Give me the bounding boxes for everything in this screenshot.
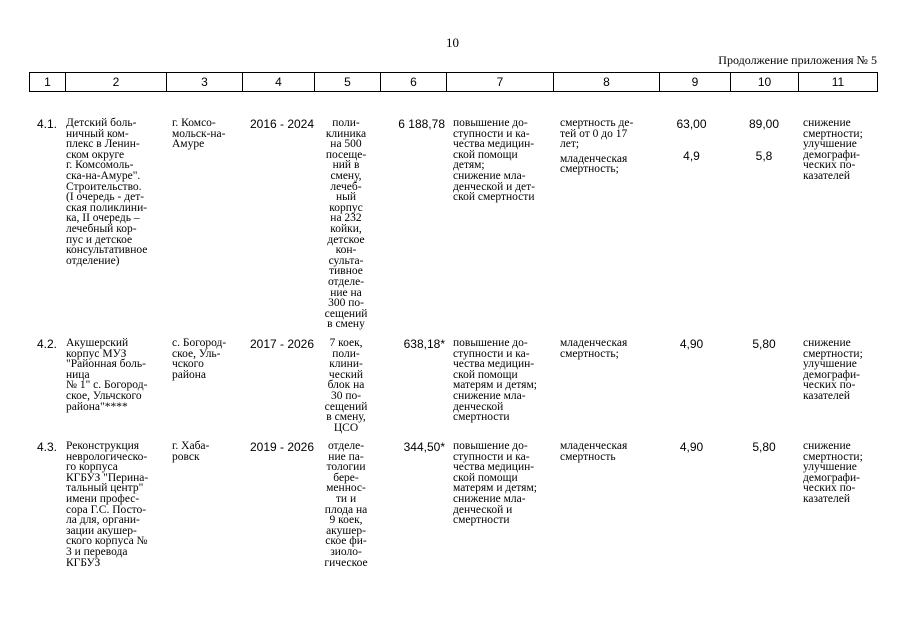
capacity-line: корпус [329,201,363,214]
column-header: 5 [315,73,381,92]
capacity-line: клиника [325,127,367,140]
object-name-line: 3 и перевода [66,545,128,558]
location-line: мольск-на- [172,127,226,140]
capacity-line: в смену, [326,411,366,424]
goal-line: повышение до- [453,117,528,129]
object-name-line: сора Г.С. Посто- [66,503,147,516]
object-name-line: ла для, органи- [66,514,140,527]
object-name-line: ского корпуса № [66,535,148,548]
page-number: 10 [446,35,459,50]
column-header: 1 [30,73,66,92]
object-name-line: консультативное [66,244,148,257]
object-name [66,441,166,568]
target-value [735,118,793,162]
column-header: 4 [243,73,315,92]
object-name-line: лечебный кор- [66,222,137,235]
location-line: Амуре [172,138,205,151]
target-value-item: 5,8 [755,149,773,163]
capacity-line: отделе- [327,275,365,288]
capacity-line: ское фи- [325,535,367,548]
object-name-line: "Районная боль- [66,358,146,371]
capacity [315,338,377,433]
goal-line: денческой и дет- [453,180,536,193]
capacity-line: сульта- [328,254,364,267]
object-name-line: зации акушер- [66,524,137,537]
object-name-line: ска-на-Амуре". [66,169,141,182]
indicators [560,441,645,462]
location [172,338,244,380]
capacity-line: ний в [332,159,360,172]
column-header: 8 [554,73,660,92]
result-line: снижение [803,337,851,349]
baseline-value-item: 4,90 [679,440,704,454]
goal-line: ступности и ка- [453,347,530,360]
capacity-line: ние па- [328,450,364,463]
object-name-line: Детский боль- [66,117,137,129]
period: 2016 - 2024 [249,117,315,131]
location [172,118,244,150]
object-name-line: ница [66,368,90,381]
capacity-line: ный [335,191,357,204]
column-header: 11 [799,73,878,92]
capacity-line: детское [327,233,365,246]
capacity-line: тологии [326,461,366,474]
object-name-line: КГБУЗ [66,556,101,569]
indicator-line: тей от 0 до 17 [560,127,628,140]
capacity-line: лечеб- [330,180,362,193]
object-name-line: корпус МУЗ [66,347,127,360]
capacity [315,441,377,568]
capacity-line: сещений [324,400,368,413]
row-number: 4.1. [36,117,57,131]
capacity-line: поли- [332,117,360,129]
object-name-line: Реконструкция [66,440,140,452]
object-name-line: имени профес- [66,492,140,505]
baseline-value [664,118,719,162]
object-name-line: плекс в Ленин- [66,138,140,151]
indicator [560,338,645,359]
goal-line: чества медицин- [453,461,535,474]
goal-line: чества медицин- [453,138,535,151]
goal-line: детям; [453,159,485,172]
result-line: казателей [803,492,850,505]
object-name-line: района"**** [66,400,128,413]
capacity-line: зиоло- [330,545,362,558]
capacity-line: 30 по- [330,389,362,402]
object-name-line: ка, II очередь – [66,212,140,225]
period: 2017 - 2026 [249,337,315,351]
capacity-line: гическое [324,556,368,569]
goal-line: смертности [453,514,510,527]
baseline-value-item: 4,90 [679,337,704,351]
result [803,441,875,505]
target-value-item: 5,80 [752,337,776,351]
period: 2019 - 2026 [249,440,315,454]
object-name-line: № 1" с. Богород- [66,379,148,392]
goal-line: повышение до- [453,440,528,452]
goal-line: ской смертности [453,191,535,204]
goal-line: снижение мла- [453,492,526,505]
result-line: улучшение [803,358,857,371]
result-line: демографи- [803,148,860,161]
capacity-line: сещений [324,307,368,320]
goal-line: ской помощи [453,148,518,161]
capacity-line: смену, [330,169,362,182]
goal-line: денческой [453,400,504,413]
capacity [315,118,377,330]
indicator [560,441,645,462]
location-line: г. Хаба- [172,440,210,452]
location-line: ровск [172,450,200,463]
indicator-line: смертность; [560,163,619,176]
goal-line: повышение до- [453,337,528,349]
target-value-item: 89,00 [748,117,780,131]
location-line: с. Богород- [172,337,227,349]
target-value [735,441,793,453]
capacity-line: ческий [328,368,364,381]
capacity-line: тивное [329,265,363,278]
indicator-line: лет; [560,138,580,151]
result-line: улучшение [803,461,857,474]
goal-line: смертности [453,411,510,424]
result-line: демографи- [803,368,860,381]
capacity-line: посеще- [325,148,367,161]
result-line: смертности; [803,347,863,360]
column-header: 9 [660,73,731,92]
row-number: 4.2. [36,337,57,351]
indicator [560,154,645,175]
indicator-line: смертность [560,450,616,463]
column-header: 2 [66,73,167,92]
baseline-value-item: 4,9 [683,149,700,163]
column-header: 6 [381,73,447,92]
object-name-line: г. Комсомоль- [66,159,134,172]
capacity-line: 9 коек, [329,514,363,527]
object-name-line: ская поликлини- [66,201,148,214]
appendix-title: Продолжение приложения № 5 [718,53,877,67]
object-name-line: ничный ком- [66,127,129,140]
goal-line: снижение мла- [453,169,526,182]
target-value [735,338,793,350]
indicators [560,118,645,175]
object-name-line: Акушерский [66,337,129,349]
goal-line: ступности и ка- [453,127,530,140]
baseline-value-item: 63,00 [676,117,707,131]
capacity-line: бере- [333,471,359,484]
column-number-header [29,72,878,92]
result-line: казателей [803,389,850,402]
capacity-line: в смену [327,318,365,331]
capacity-line: ти и [335,492,357,505]
object-name-line: ское, Ульчского [66,389,142,402]
indicator-line: младенческая [560,152,628,165]
result-line: демографи- [803,471,860,484]
result-line: смертности; [803,450,863,463]
cost: 6 188,78 [398,117,445,131]
object-name [66,118,166,266]
capacity-line: 7 коек, [329,337,363,349]
row-number: 4.3. [36,440,57,454]
goal [453,441,553,526]
location-line: района [172,368,207,381]
goal-line: чества медицин- [453,358,535,371]
result-line: ческих по- [803,482,856,495]
result-line: улучшение [803,138,857,151]
capacity-line: отделе- [327,440,365,452]
result-line: снижение [803,440,851,452]
goal-line: ступности и ка- [453,450,530,463]
goal-line: денческой и [453,503,513,516]
goal-line: матерям и детям; [453,482,537,495]
location-line: г. Комсо- [172,117,216,129]
result-line: ческих по- [803,379,856,392]
location-line: чского [172,358,204,371]
goal-line: матерям и детям; [453,379,537,392]
result-line: ческих по- [803,159,856,172]
capacity-line: ние на [330,286,362,299]
object-name-line: КГБУЗ "Перина- [66,471,149,484]
goal [453,118,553,203]
capacity-line: кон- [335,244,357,257]
indicator-line: смертность де- [560,117,634,129]
capacity-line: на 500 [330,138,362,151]
indicator-line: младенческая [560,337,628,349]
result [803,338,875,402]
column-header: 7 [447,73,554,92]
baseline-value [664,338,719,350]
goal-line: ской помощи [453,471,518,484]
cost: 638,18* [403,337,445,351]
indicator-line: младенческая [560,440,628,452]
capacity-line: поли- [332,347,360,360]
result [803,118,875,182]
capacity-line: ЦСО [333,421,359,434]
object-name-line: неврологическо- [66,450,148,463]
goal-line: снижение мла- [453,389,526,402]
object-name-line: отделение) [66,254,120,267]
object-name-line: Строительство. [66,180,142,193]
column-header: 3 [167,73,243,92]
object-name-line: пус и детское [66,233,133,246]
object-name [66,338,166,412]
cost: 344,50* [403,440,445,454]
object-name-line: тальный центр" [66,482,144,495]
capacity-line: меннос- [326,482,366,495]
object-name-line: (I очередь - дет- [66,191,145,204]
capacity-line: на 232 [330,212,362,225]
object-name-line: го корпуса [66,461,118,474]
capacity-line: акушер- [326,524,366,537]
indicator-line: смертность; [560,347,619,360]
capacity-line: клини- [329,358,363,371]
result-line: снижение [803,117,851,129]
capacity-line: плода на [324,503,368,516]
object-name-line: ском округе [66,148,125,161]
capacity-line: койки, [330,222,362,235]
column-header: 10 [731,73,799,92]
result-line: казателей [803,169,850,182]
indicators [560,338,645,359]
baseline-value [664,441,719,453]
capacity-line: блок на [327,379,365,392]
target-value-item: 5,80 [752,440,776,454]
location-line: ское, Уль- [172,347,221,360]
indicator [560,118,645,150]
goal [453,338,553,423]
goal-line: ской помощи [453,368,518,381]
result-line: смертности; [803,127,863,140]
location [172,441,244,462]
capacity-line: 300 по- [328,297,364,310]
